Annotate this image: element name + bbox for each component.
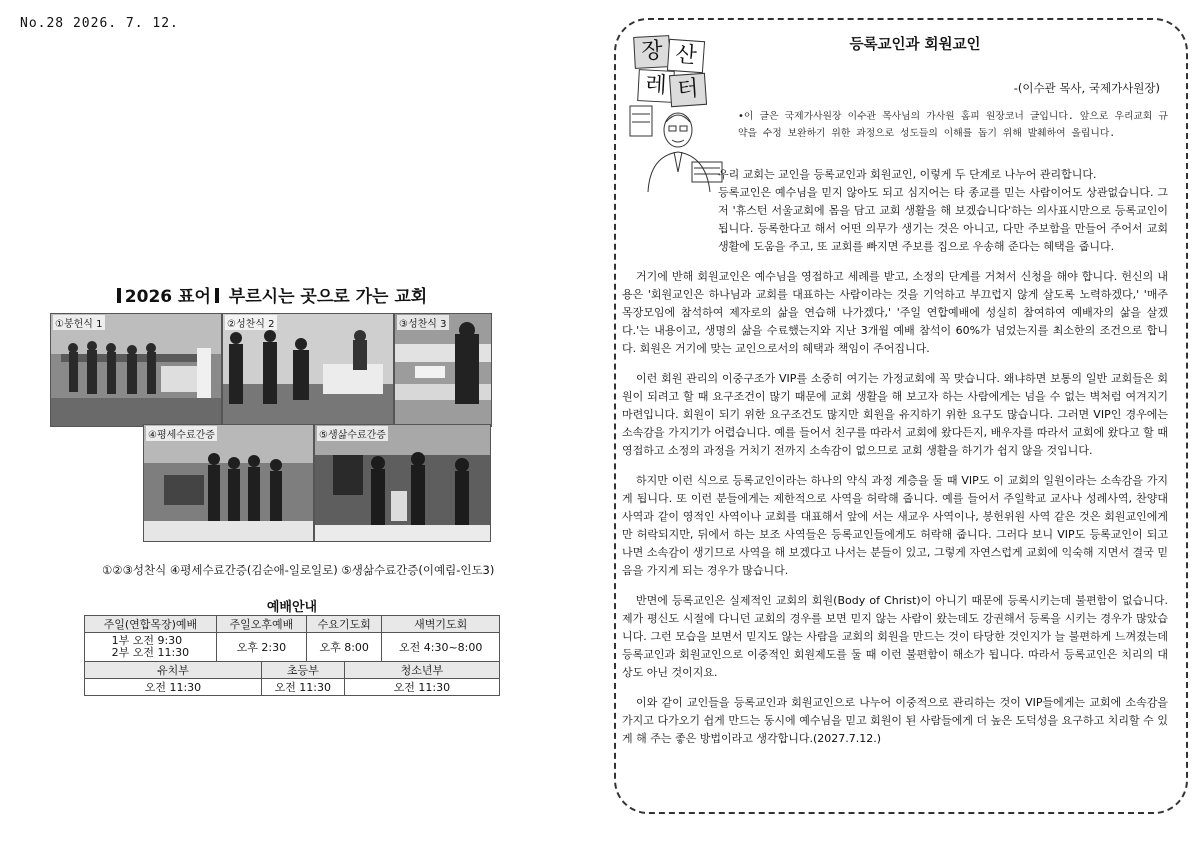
- photo-testimony-1-image: [144, 425, 313, 541]
- header-elementary: 초등부: [261, 662, 344, 679]
- photo-testimony-2-caption: ⑤생삶수료간증: [317, 426, 388, 441]
- photo-offering-image: [51, 314, 221, 426]
- paragraph-2: 거기에 반해 회원교인은 예수님을 영접하고 세례를 받고, 소정의 단계를 거쳐서 신청을 해야 합니다. 헌신의 내용은 '회원교인은 하나님과 교회를 대표하는 사람이라는 것을 기억하고 부끄럽지 않게 살도록 노력하겠다,' '매주 목장모임에 참석하여 제자로의 삶을 연습해 나가겠다,' '주일 연합예배에 성실히 참여하여 예배자의 삶을 살겠다.'는 내용이고, 생명의 삶을 수료했는지와 지난 3개월 예배 참석이 60%가 넘었는지를 최소한의 조건으로 합니다. 회원은 거기에 맞는 교인으로서의 혜택과 책임이 주어집니다.: [622, 270, 1168, 355]
- photo-communion-2-caption: ②성찬식 2: [225, 315, 277, 330]
- value-sunday-afternoon: 오후 2:30: [216, 633, 306, 662]
- paragraph-3: 이런 회원 관리의 이중구조가 VIP를 소중히 여기는 가정교회에 꼭 맞습니다. 왜냐하면 보통의 일반 교회들은 회원이 되려고 할 때 요구조건이 많기 때문에 교회 생활을 해 보고자 하는 사람에게는 넘을 수 없는 벽처럼 여겨지기 마련입니다. 회원이 되기 위한 요구조건도 많지만 회원을 유지하기 위한 요구도 많습니다. 그러면 VIP인 경우에는 소속감을 가지기가 어렵습니다. 예를 들어서 친구를 따라서 교회에 왔다든지, 배우자를 따라서 교회에 왔다고 할 때 영접하고 소정의 과정을 거치기 전까지 소속감이 없으므로 교회 생활을 하기가 쉽지 않을 것입니다.: [622, 372, 1168, 457]
- photo-offering-caption: ①봉헌식 1: [53, 315, 105, 330]
- worship-schedule-title: 예배안내: [85, 596, 500, 616]
- paragraph-6: 이와 같이 교인들을 등록교인과 회원교인으로 나누어 이중적으로 관리하는 것이 VIP들에게는 교회에 소속감을 가지고 다가오기 쉽게 만드는 동시에 예수님을 믿고 회원이 된 사람들에게 더 높은 도덕성을 요구하고 치리할 수 있게 해 주는 좋은 방법이라고 생각합니다.(2027.7.12.): [622, 696, 1168, 745]
- article-body: [622, 166, 1168, 760]
- header-dawn-prayer: 새벽기도회: [382, 616, 500, 633]
- sunday-first-service: 1부 오전 9:30: [111, 634, 183, 647]
- column-badge-char-3: 레: [637, 69, 675, 103]
- motto-bar-right: [215, 288, 219, 303]
- column-badge-char-4: 터: [669, 73, 707, 107]
- paragraph-1b: [622, 184, 1168, 256]
- photo-offering: [50, 313, 222, 427]
- photo-communion-3: [394, 313, 492, 427]
- paragraph-1a: 우리 교회는 교인을 등록교인과 회원교인, 이렇게 두 단계로 나누어 관리합니다.: [718, 168, 1097, 181]
- value-elementary: 오전 11:30: [261, 679, 344, 696]
- photo-caption: ①②③성찬식 ④평세수료간증(김순애-일로일로) ⑤생삶수료간증(이예림-인도3): [102, 563, 495, 577]
- article-title: 등록교인과 회원교인: [849, 37, 981, 53]
- motto-prefix: 2026 표어: [124, 287, 211, 307]
- editor-note: •이 글은 국제가사원장 이수관 목사님의 가사원 홈피 원장코너 글입니다. 앞으로 우리교회 규약을 수정 보완하기 위한 과정으로 성도들의 이해를 돕기 위해 발췌하여 올립니다.: [738, 111, 1168, 139]
- paragraph-1b-text: 등록교인은 예수님을 믿지 않아도 되고 심지어는 타 종교를 믿는 사람이어도 상관없습니다. 그저 '휴스턴 서울교회에 몸을 담고 교회 생활을 해 보겠습니다'하는 의사표시만으로 등록교인이 됩니다. 등록한다고 해서 어떤 의무가 생기는 것은 아니고, 다만 주보함을 만들어 주어서 교회 생활에 도움을 주고, 또 교회를 빠지면 주보를 집으로 우송해 준다는 혜택을 줍니다.: [718, 186, 1168, 253]
- sunday-second-service: 2부 오전 11:30: [111, 646, 190, 659]
- paragraph-4: 하지만 이런 식으로 등록교인이라는 하나의 약식 과정 계층을 둘 때 VIP도 이 교회의 일원이라는 소속감을 가지게 됩니다. 또 이런 분들에게는 제한적으로 사역을 허락해 줍니다. 예를 들어서 주일학교 교사나 성례사역, 찬양대 사역과 같이 영적인 사역이나 교회를 대표해서 앞에 서는 새교우 사역이나, 봉헌위원 사역 같은 것은 회원교인에게만 허락되지만, 뒤에서 하는 보조 사역들은 등록교인들에게도 허락해 줍니다. 그러다 보니 VIP도 등록교인이 되고 나면 소속감이 생기므로 사역을 해 보겠다고 나서는 분들이 있고, 그렇게 자연스럽게 교회에 익숙해 지면서 결국 믿음을 가지게 되는 경우가 많습니다.: [622, 474, 1168, 577]
- photo-communion-2: [222, 313, 394, 427]
- header-kindergarten: 유치부: [85, 662, 262, 679]
- photo-communion-2-image: [223, 314, 393, 426]
- photo-testimony-2-image: [315, 425, 490, 541]
- photo-testimony-1: [143, 424, 314, 542]
- value-sunday-service: [85, 633, 217, 662]
- value-youth: 오전 11:30: [344, 679, 499, 696]
- header-sunday-service: 주일(연합목장)예배: [85, 616, 217, 633]
- photo-testimony-2: [314, 424, 491, 542]
- column-badge-char-1: 장: [633, 35, 671, 69]
- value-wednesday-prayer: 오후 8:00: [307, 633, 382, 662]
- worship-schedule-table: [84, 596, 500, 696]
- header-youth: 청소년부: [344, 662, 499, 679]
- paragraph-5: 반면에 등록교인은 실제적인 교회의 회원(Body of Christ)이 아니기 때문에 등록시키는데 불편함이 없습니다. 제가 평신도 시절에 다니던 교회의 경우를 보면 믿지 않는 사람이 왔는데도 강권해서 등록을 시키는 경우가 많았습니다. 그런 모습을 보면서 믿지도 않는 사람을 교회의 회원을 만드는 것이 타당한 것인지가 늘 불편하게 느껴졌는데 등록교인과 회원교인으로 이중적인 회원제도를 둘 때 이런 불편함이 해소가 됩니다. 따라서 등록교인은 치리의 대상도 아닌 것이지요.: [622, 594, 1168, 679]
- header-sunday-afternoon: 주일오후예배: [216, 616, 306, 633]
- value-dawn-prayer: 오전 4:30~8:00: [382, 633, 500, 662]
- value-kindergarten: 오전 11:30: [85, 679, 262, 696]
- motto-bar-left: [117, 288, 121, 303]
- article-author: -(이수관 목사, 국제가사원장): [1013, 81, 1160, 95]
- motto-title: [50, 282, 490, 307]
- photo-communion-3-image: [395, 314, 491, 426]
- photo-communion-3-caption: ③성찬식 3: [397, 315, 449, 330]
- value-sunday-service-times: [112, 635, 190, 659]
- column-badge-char-2: 산: [667, 39, 705, 73]
- photo-testimony-1-caption: ④평세수료간증: [146, 426, 217, 441]
- header-wednesday-prayer: 수요기도회: [307, 616, 382, 633]
- issue-number: No.28 2026. 7. 12.: [20, 16, 179, 31]
- motto-text: 부르시는 곳으로 가는 교회: [228, 287, 428, 307]
